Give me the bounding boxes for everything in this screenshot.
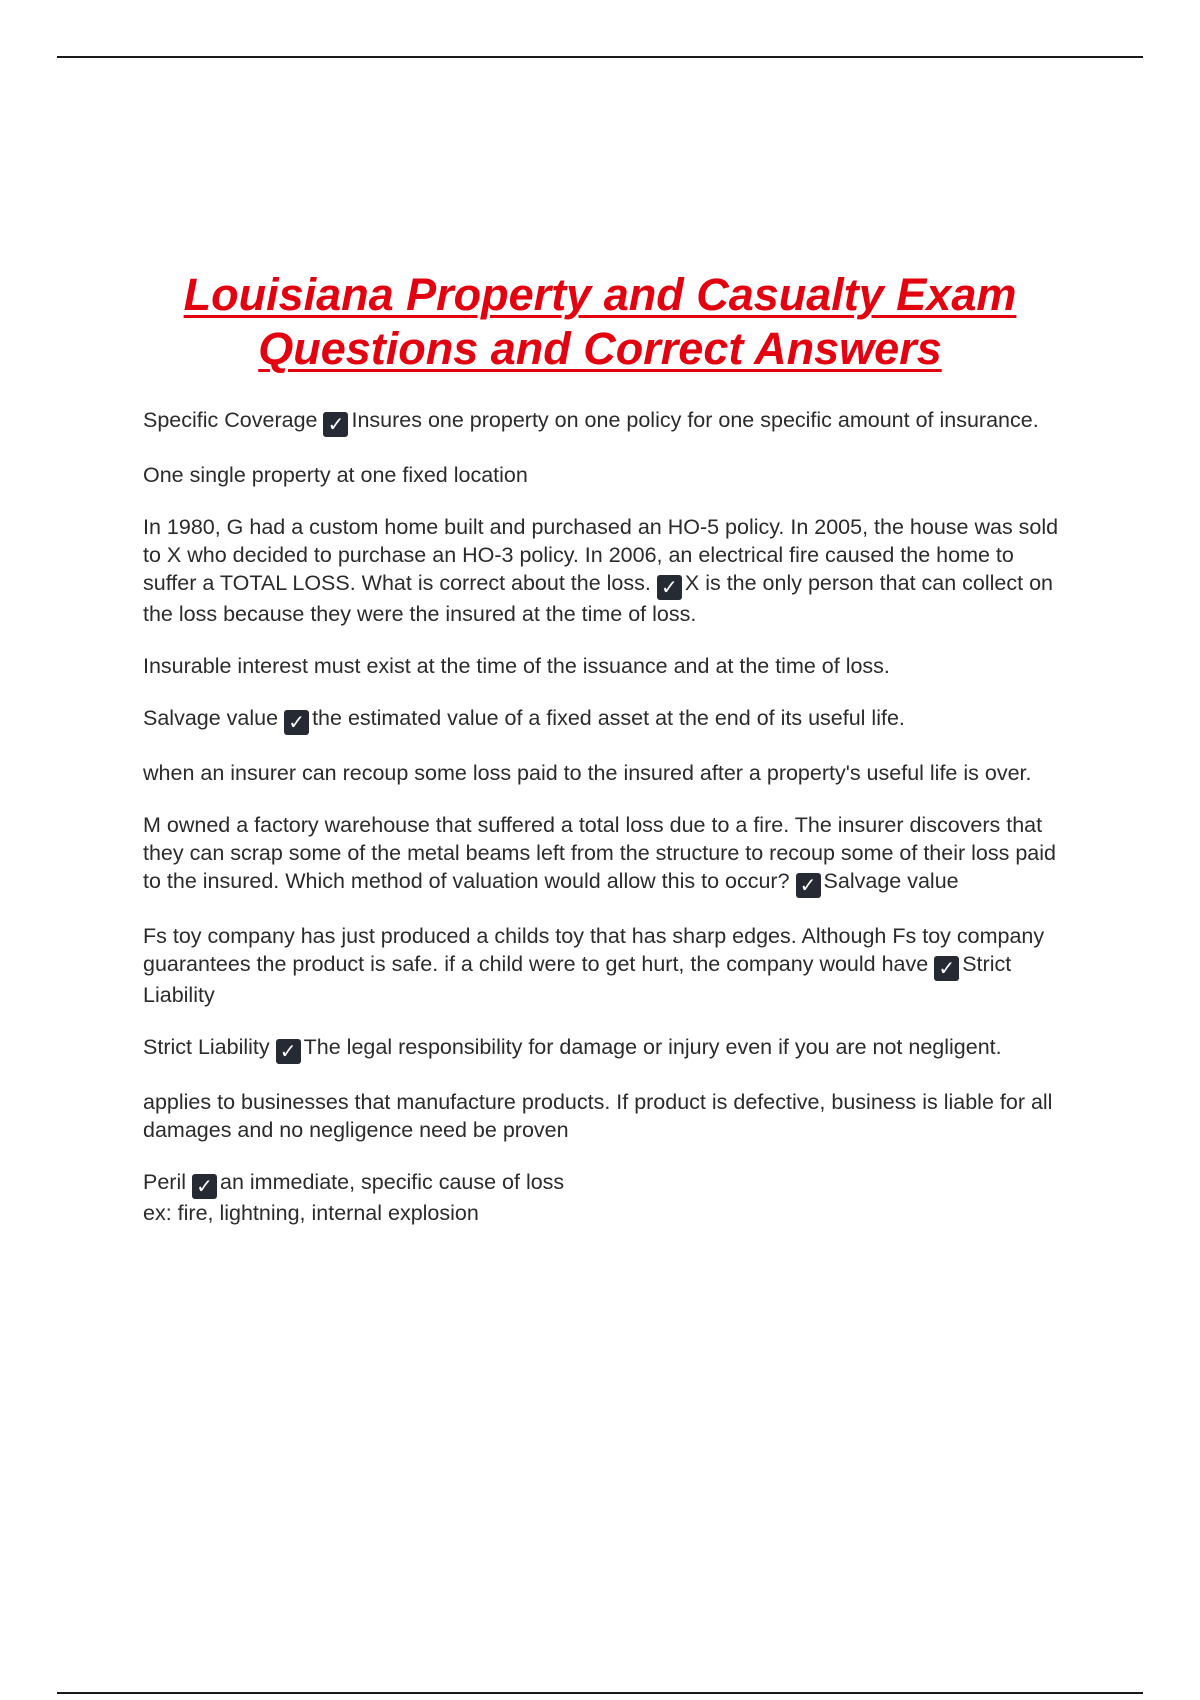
qa-entry — [143, 1033, 1073, 1064]
answer-text: The legal responsibility for damage or injury even if you are not negligent. — [303, 1035, 1002, 1059]
qa-entry — [143, 1168, 1073, 1227]
answer-text: Salvage value — [823, 869, 959, 893]
answer-example-text: ex: fire, lightning, internal explosion — [143, 1201, 479, 1225]
question-text: Fs toy company has just produced a childs toy that has sharp edges. Although Fs toy company guarantees the product is safe. if a child were to get hurt, the company would have — [143, 924, 1045, 976]
question-text: when an insurer can recoup some loss paid to the insured after a property's useful life is over. — [143, 761, 1032, 785]
qa-entry — [143, 704, 1073, 735]
qa-list — [143, 406, 1073, 1251]
top-rule — [57, 56, 1143, 58]
title-line-2: Questions and Correct Answers — [258, 323, 942, 374]
checkmark-icon: ✓ — [284, 710, 309, 735]
answer-text: X is the only person that can collect on the loss because they were the insured at the time of loss. — [143, 571, 1053, 626]
question-text: Peril — [143, 1170, 187, 1194]
qa-entry — [143, 461, 1073, 489]
question-text: Insurable interest must exist at the time of the issuance and at the time of loss. — [143, 654, 890, 678]
checkmark-icon: ✓ — [276, 1039, 301, 1064]
page-title — [0, 268, 1200, 376]
question-text: M owned a factory warehouse that suffered a total loss due to a fire. The insurer discovers that they can scrap some of the metal beams left from the structure to recoup some of their loss paid to the insured. Which method of valuation would allow this to occur? — [143, 813, 1056, 893]
answer-text: Insures one property on one policy for one specific amount of insurance. — [351, 408, 1039, 432]
answer-text: Strict Liability — [143, 952, 1012, 1007]
answer-text: the estimated value of a fixed asset at the end of its useful life. — [312, 706, 905, 730]
bottom-rule — [57, 1692, 1143, 1694]
qa-entry — [143, 759, 1073, 787]
question-text: One single property at one fixed location — [143, 463, 528, 487]
question-text: Strict Liability — [143, 1035, 270, 1059]
checkmark-icon: ✓ — [934, 956, 959, 981]
question-text: In 1980, G had a custom home built and purchased an HO-5 policy. In 2005, the house was sold to X who decided to purchase an HO-3 policy. In 2006, an electrical fire caused the home to suffer a TOTAL LOSS. What is correct about the loss. — [143, 515, 1059, 595]
qa-entry — [143, 406, 1073, 437]
qa-entry — [143, 652, 1073, 680]
question-text: Specific Coverage — [143, 408, 318, 432]
qa-entry — [143, 922, 1073, 1009]
qa-entry — [143, 811, 1073, 898]
answer-text: an immediate, specific cause of loss — [220, 1170, 565, 1194]
qa-entry — [143, 513, 1073, 628]
checkmark-icon: ✓ — [192, 1174, 217, 1199]
qa-entry — [143, 1088, 1073, 1144]
question-text: Salvage value — [143, 706, 279, 730]
title-line-1: Louisiana Property and Casualty Exam — [183, 269, 1017, 320]
question-text: applies to businesses that manufacture products. If product is defective, business is liable for all damages and no negligence need be proven — [143, 1090, 1053, 1142]
checkmark-icon: ✓ — [657, 575, 682, 600]
checkmark-icon: ✓ — [796, 873, 821, 898]
checkmark-icon: ✓ — [323, 412, 348, 437]
